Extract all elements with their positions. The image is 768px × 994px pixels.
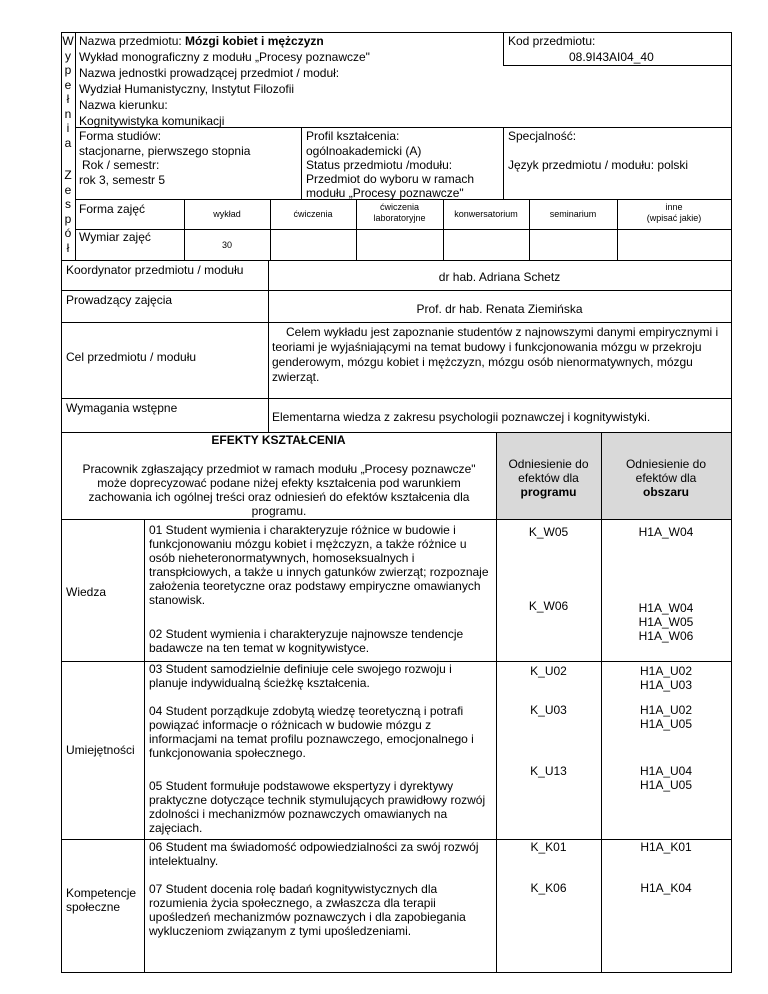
vertical-letter: p [64, 63, 72, 77]
subject-code: 08.9I43AI04_40 [569, 50, 654, 64]
goal-text: Celem wykładu jest zapoznanie studentów z najnowszymi danymi empirycznymi i teoriami je wyjaśniającymi na temat budowy i funkcjonowania mózgu w przekroju genderowym, mózgu kobiet i mężczyzn, mózgu osób nienormatywnych, mózgu zwierząt. [272, 325, 719, 384]
form-label: Forma zajęć [79, 202, 146, 216]
effect-07: 07 Student docenia rolę badań kognitywistycznych dla rozumienia życia społecznego, a zwłaszcza dla terapii upośledzeń mechanizmów poznawczych i dla zapobiegania wykluczeniom związanym z tymi upośledzeniami. [149, 882, 466, 938]
col-area-header: Odniesienie do efektów dla obszaru [625, 457, 707, 499]
program-ref: K_K01 [530, 840, 567, 854]
effect-04: 04 Student porządkuje zdobytą wiedzę teoretyczną i potrafi powiązać informacje o różnicach w budowie mózgu z informacjami na temat profilu poznawczego, emocjonalnego i funkcjonowania społecznego. [149, 704, 474, 760]
area-ref: H1A_K01 [640, 840, 692, 854]
vertical-letter: n [64, 106, 72, 121]
type-other-2: (wpisać jakie) [646, 213, 702, 223]
status-value-2: modułu „Procesy poznawcze" [306, 186, 464, 200]
vertical-letter: p [64, 211, 72, 226]
program-ref: K_W06 [528, 599, 569, 613]
program-ref: K_U13 [530, 764, 567, 778]
vertical-letter: ó [64, 226, 72, 240]
goal-label: Cel przedmiotu / modułu [66, 350, 197, 364]
effect-01: 01 Student wymienia i charakteryzuje różnice w budowie i funkcjonowaniu mózgu kobiet i mężczyzn, a także różnice u osób nieheteronormatywnych, homoseksualnych i transpłciowych, a także u innych gatunków zwierząt; rozpoznaje założenia teoretyczne oraz podstawy empiryczne omawianych stanowisk. [149, 523, 489, 607]
area-ref: H1A_U02 H1A_U05 [639, 703, 693, 731]
effects-intro: Pracownik zgłaszający przedmiot w ramach modułu „Procesy poznawcze" może doprecyzować podane niżej efekty kształcenia pod warunkiem zachowania ich ogólnej treści oraz odniesień do efektów kształcenia dla programu. [82, 462, 476, 518]
type-other-1: inne [665, 202, 683, 212]
unit-label: Nazwa jednostki prowadzącej przedmiot / moduł: [79, 66, 340, 80]
category-skills: Umiejętności [66, 743, 135, 757]
vertical-letter: Z [64, 168, 72, 182]
teacher-value: Prof. dr hab. Renata Ziemińska [416, 302, 583, 316]
type-lab-2: laboratoryjne [373, 213, 426, 223]
vertical-label-zespol [61, 168, 75, 255]
requirements-text: Elementarna wiedza z zakresu psychologii poznawczej i kognitywistyki. [272, 410, 651, 424]
area-ref: H1A_K04 [640, 881, 692, 895]
vertical-letter: a [64, 135, 72, 150]
program-ref: K_U02 [530, 664, 567, 678]
type-lab-1: ćwiczenia [379, 202, 419, 212]
vertical-letter: W [62, 34, 74, 48]
effect-06: 06 Student ma świadomość odpowiedzialności za swój rozwój intelektualny. [149, 840, 479, 868]
vertical-label-wypelnia [61, 34, 75, 150]
program-ref: K_W05 [528, 525, 569, 539]
specialty-label: Specjalność: [508, 129, 577, 143]
requirements-label: Wymagania wstępne [66, 401, 178, 415]
coordinator-label: Koordynator przedmiotu / modułu [66, 263, 244, 277]
effects-title: EFEKTY KSZTAŁCENIA [211, 433, 346, 447]
area-ref: H1A_U04 H1A_U05 [639, 764, 693, 792]
status-label: Status przedmiotu /modułu: [306, 158, 453, 172]
effect-03: 03 Student samodzielnie definiuje cele swojego rozwoju i planuje indywidualną ścieżkę kształcenia. [149, 662, 452, 690]
vertical-letter: y [65, 48, 71, 63]
language-value: Język przedmiotu / modułu: polski [508, 158, 689, 172]
profile-label: Profil kształcenia: [306, 129, 400, 143]
vertical-letter: ł [66, 240, 70, 255]
study-form-value: stacjonarne, pierwszego stopnia [79, 144, 251, 158]
area-ref: H1A_W04 H1A_W05 H1A_W06 [638, 601, 694, 643]
program-ref: K_K06 [530, 881, 567, 895]
code-label: Kod przedmiotu: [508, 34, 596, 48]
type-seminar: seminarium [549, 209, 597, 219]
year-value: rok 3, semestr 5 [79, 173, 166, 187]
subject-name: Nazwa przedmiotu: Mózgi kobiet i mężczyzn [79, 34, 324, 48]
vertical-letter: ł [66, 92, 70, 106]
study-form-label: Forma studiów: [79, 129, 162, 143]
profile-value: ogólnoakademicki (A) [306, 144, 422, 158]
vertical-letter: i [66, 121, 70, 135]
vertical-letter: s [65, 197, 71, 211]
category-knowledge: Wiedza [66, 585, 107, 599]
lecture-hours: 30 [221, 240, 232, 250]
type-conversation: konwersatorium [454, 209, 518, 219]
area-ref: H1A_U02 H1A_U03 [639, 664, 693, 692]
unit-value: Wydział Humanistyczny, Instytut Filozofii [79, 82, 295, 96]
vertical-letter: e [64, 182, 72, 197]
teacher-label: Prowadzący zajęcia [66, 293, 173, 307]
field-value: Kognitywistyka komunikacji [79, 114, 225, 128]
field-label: Nazwa kierunku: [79, 98, 168, 112]
year-label: Rok / semestr: [82, 158, 160, 172]
program-ref: K_U03 [530, 703, 567, 717]
scope-label: Wymiar zajęć [79, 230, 151, 244]
category-competence: Kompetencje społeczne [66, 886, 137, 914]
col-program-header: Odniesienie do efektów dla programu [508, 457, 589, 499]
lecture-line: Wykład monograficzny z modułu „Procesy poznawcze" [79, 50, 370, 64]
effect-05: 05 Student formułuje podstawowe ekspertyzy i dyrektywy praktyczne dotyczące technik stymulujących prawidłowy rozwój zdolności i mechanizmów poznawczych omawianych na zajęciach. [149, 779, 486, 835]
type-lecture: wykład [213, 209, 241, 219]
status-value-1: Przedmiot do wyboru w ramach [306, 172, 475, 186]
effect-02: 02 Student wymienia i charakteryzuje najnowsze tendencje badawcze na ten temat w kognitywistyce. [149, 627, 464, 655]
vertical-letter: e [64, 77, 72, 92]
type-exercises: ćwiczenia [293, 209, 333, 219]
area-ref: H1A_W04 [638, 525, 694, 539]
coordinator-value: dr hab. Adriana Schetz [438, 270, 561, 284]
